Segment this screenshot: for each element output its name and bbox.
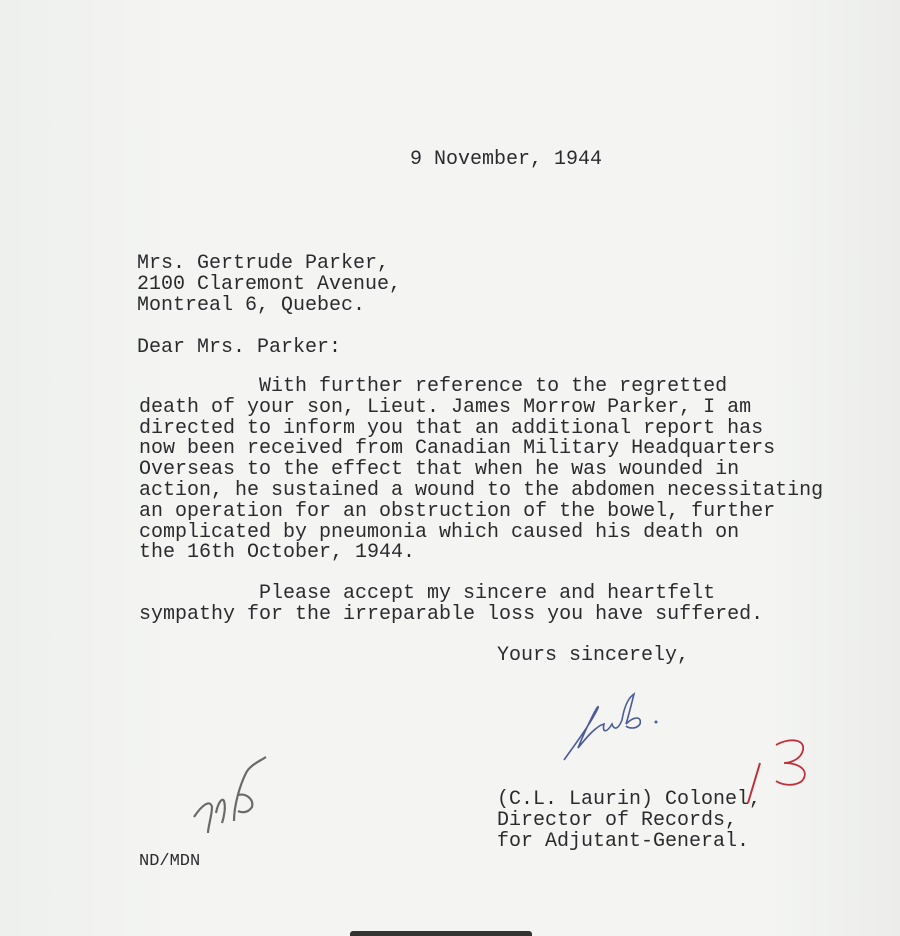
handwritten-pencil-mark: [188, 755, 278, 840]
viewer-toolbar-edge[interactable]: [350, 931, 532, 936]
reference-initials: ND/MDN: [139, 852, 201, 871]
address-line: Mrs. Gertrude Parker,: [137, 252, 390, 275]
handwritten-initials-signature: [556, 688, 666, 768]
letter-date: 9 November, 1944: [410, 148, 603, 171]
body-line: now been received from Canadian Military Headquarters: [139, 437, 776, 461]
body-line: directed to inform you that an additional report has: [139, 416, 764, 440]
signatory-title: Director of Records,: [497, 808, 738, 832]
salutation: Dear Mrs. Parker:: [137, 336, 342, 359]
body-paragraph-2: [139, 584, 763, 626]
body-paragraph-1: [139, 377, 823, 564]
body-line: action, he sustained a wound to the abdomen necessitating: [139, 478, 824, 502]
signature-block: [497, 790, 761, 852]
body-line: death of your son, Lieut. James Morrow Parker, I am: [139, 395, 752, 419]
body-line: Overseas to the effect that when he was wounded in: [139, 458, 740, 482]
body-line: the 16th October, 1944.: [139, 541, 416, 565]
signatory-office: for Adjutant-General.: [497, 829, 750, 853]
address-line: 2100 Claremont Avenue,: [137, 272, 402, 296]
body-line: Please accept my sincere and heartfelt: [139, 582, 716, 605]
closing: Yours sincerely,: [497, 644, 690, 667]
body-line: complicated by pneumonia which caused his death on: [139, 520, 740, 544]
body-line: an operation for an obstruction of the bowel, further: [139, 499, 776, 523]
signatory-name: (C.L. Laurin) Colonel,: [497, 788, 762, 811]
body-line: With further reference to the regretted: [139, 375, 728, 398]
body-line: sympathy for the irreparable loss you have suffered.: [139, 602, 764, 626]
recipient-address: [137, 254, 401, 316]
address-line: Montreal 6, Quebec.: [137, 293, 366, 317]
